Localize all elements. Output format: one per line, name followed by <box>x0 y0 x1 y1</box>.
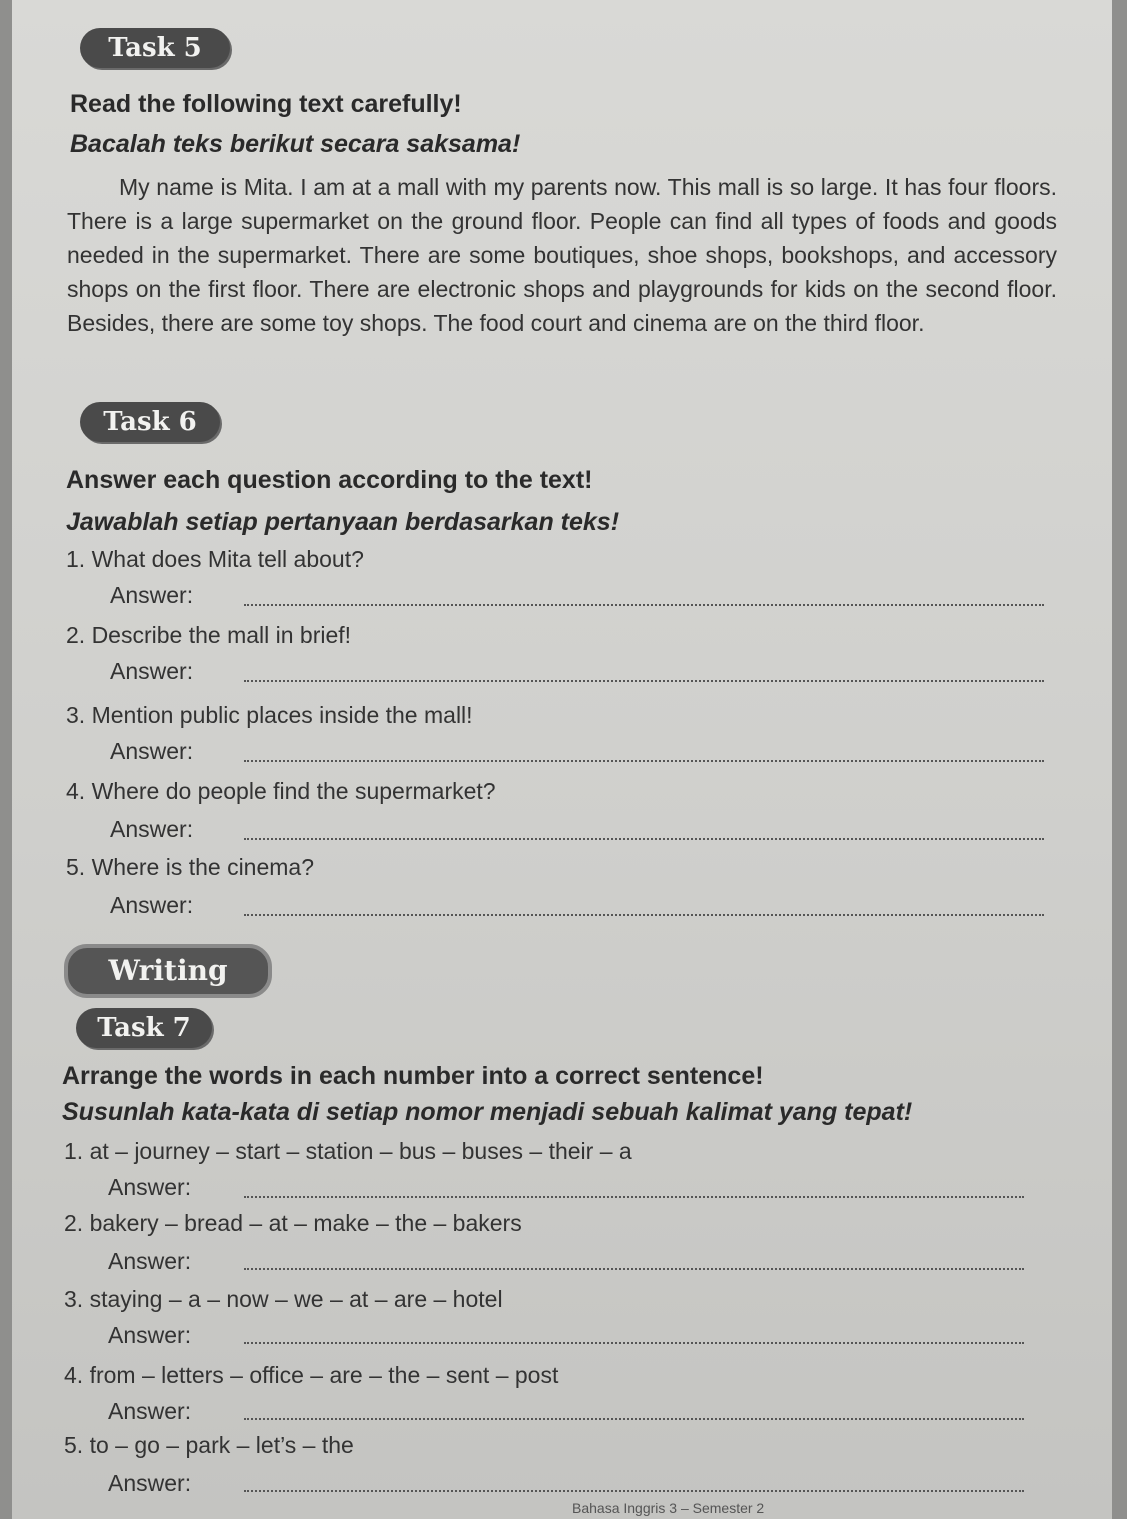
task7-item-2: 2. bakery – bread – at – make – the – bakers <box>64 1210 522 1236</box>
task6-answer-label-2: Answer: <box>110 658 194 684</box>
task7-badge: Task 7 <box>76 1008 212 1048</box>
task7-heading-en: Arrange the words in each number into a correct sentence! <box>62 1062 764 1090</box>
reading-passage: My name is Mita. I am at a mall with my parents now. This mall is so large. It has four floors. There is a large supermarket on the ground floor. People can find all types of foods and goods needed in the supermarket. There are some boutiques, shoe shops, bookshops, and accessory shops on the first floor. There are electronic shops and playgrounds for kids on the second floor. Besides, there are some toy shops. The food court and cinema are on the third floor. <box>67 174 1057 336</box>
task6-badge: Task 6 <box>80 402 220 442</box>
task6-answer-field-3[interactable] <box>244 760 1044 762</box>
task6-answer-field-4[interactable] <box>244 838 1044 840</box>
writing-section-badge: Writing <box>64 944 272 998</box>
task6-answer-label-4: Answer: <box>110 816 194 842</box>
task7-heading-id: Susunlah kata-kata di setiap nomor menjadi sebuah kalimat yang tepat! <box>62 1098 913 1126</box>
task7-answer-field-3[interactable] <box>244 1342 1024 1344</box>
task7-answer-field-4[interactable] <box>244 1418 1024 1420</box>
task5-badge: Task 5 <box>80 28 230 68</box>
task6-answer-field-5[interactable] <box>244 914 1044 916</box>
task6-question-5: 5. Where is the cinema? <box>66 854 315 880</box>
task7-item-1: 1. at – journey – start – station – bus – buses – their – a <box>64 1138 632 1164</box>
task7-answer-field-5[interactable] <box>244 1490 1024 1492</box>
page-footer: Bahasa Inggris 3 – Semester 2 <box>572 1500 765 1516</box>
task7-answer-label-2: Answer: <box>108 1248 192 1274</box>
task7-answer-label-3: Answer: <box>108 1322 192 1348</box>
task7-item-4: 4. from – letters – office – are – the – sent – post <box>64 1362 559 1388</box>
task6-answer-label-5: Answer: <box>110 892 194 918</box>
task7-answer-label-5: Answer: <box>108 1470 192 1496</box>
task7-item-5: 5. to – go – park – let’s – the <box>64 1432 354 1458</box>
task6-answer-field-2[interactable] <box>244 680 1044 682</box>
task5-heading-en: Read the following text carefully! <box>70 90 462 118</box>
task6-question-4: 4. Where do people find the supermarket? <box>66 778 496 804</box>
task5-heading-id: Bacalah teks berikut secara saksama! <box>70 130 521 158</box>
task7-item-3: 3. staying – a – now – we – at – are – hotel <box>64 1286 503 1312</box>
worksheet-page <box>12 0 1112 1519</box>
task7-answer-label-4: Answer: <box>108 1398 192 1424</box>
task6-question-3: 3. Mention public places inside the mall! <box>66 702 473 728</box>
task6-question-2: 2. Describe the mall in brief! <box>66 622 352 648</box>
task6-heading-id: Jawablah setiap pertanyaan berdasarkan teks! <box>66 508 620 536</box>
task7-answer-field-1[interactable] <box>244 1196 1024 1198</box>
task6-question-1: 1. What does Mita tell about? <box>66 546 364 572</box>
task6-answer-label-1: Answer: <box>110 582 194 608</box>
task7-answer-label-1: Answer: <box>108 1174 192 1200</box>
task6-answer-field-1[interactable] <box>244 604 1044 606</box>
task6-answer-label-3: Answer: <box>110 738 194 764</box>
task6-heading-en: Answer each question according to the text! <box>66 466 593 494</box>
task7-answer-field-2[interactable] <box>244 1268 1024 1270</box>
